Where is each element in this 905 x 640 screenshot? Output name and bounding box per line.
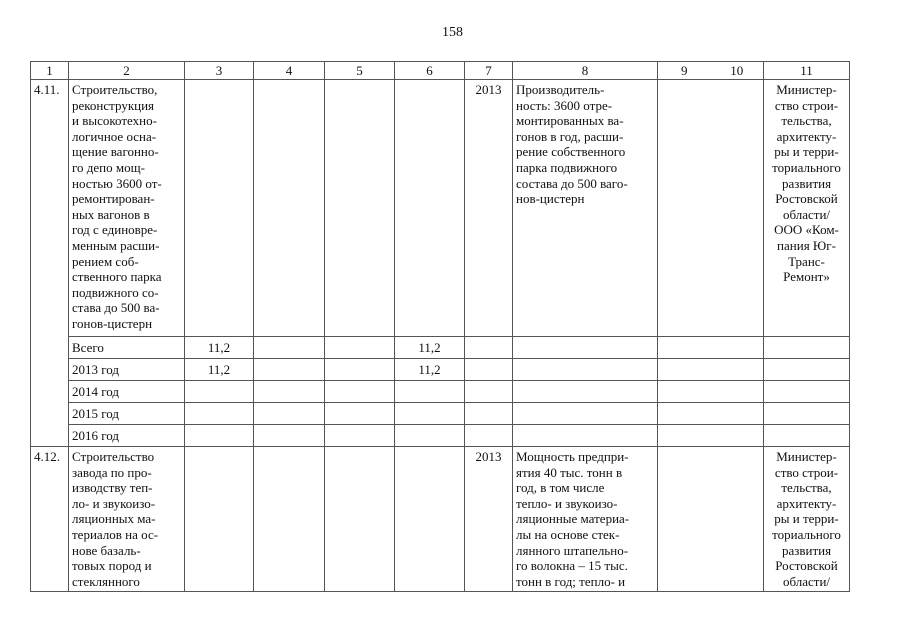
table-cell — [325, 359, 395, 381]
entry-responsible: Министер- ство строи- тельства, архитекту- ры и терри- ториального развития Ростовской области/ — [764, 447, 850, 592]
table-cell — [325, 425, 395, 447]
subrow-value — [185, 381, 254, 403]
table-cell — [513, 359, 658, 381]
subrow-label: Всего — [69, 337, 185, 359]
entry-name: Строительство завода по про- изводству теп- ло- и звукоизо- ляционных ма- териалов на ос- нове базаль- товых пород и стеклянного — [69, 447, 185, 592]
table-cell — [465, 337, 513, 359]
column-header: 4 — [254, 62, 325, 80]
column-header: 7 — [465, 62, 513, 80]
subrow-label: 2016 год — [69, 425, 185, 447]
table-cell — [764, 381, 850, 403]
subrow-value: 11,2 — [395, 359, 465, 381]
column-header: 2 — [69, 62, 185, 80]
table-cell — [185, 80, 254, 337]
table-cell — [658, 425, 764, 447]
table-cell — [513, 337, 658, 359]
table-cell — [325, 381, 395, 403]
entry-number: 4.11. — [31, 80, 69, 447]
table-row — [31, 403, 850, 425]
table-cell — [465, 359, 513, 381]
page-number: 158 — [442, 25, 463, 40]
column-header: 8 — [513, 62, 658, 80]
subrow-value — [185, 403, 254, 425]
entry-year: 2013 — [465, 80, 513, 337]
subrow-value — [395, 403, 465, 425]
column-header: 9 — [658, 62, 711, 80]
table-cell — [764, 337, 850, 359]
table-cell — [325, 80, 395, 337]
table-cell — [658, 381, 764, 403]
column-header: 6 — [395, 62, 465, 80]
subrow-label: 2013 год — [69, 359, 185, 381]
entry-result: Мощность предпри- ятия 40 тыс. тонн в год, в том числе тепло- и звукоизо- ляционные материа- лы на основе стек- лянного штапельно- го волокна – 15 тыс. тонн в год; тепло- и — [513, 447, 658, 592]
table-cell — [254, 359, 325, 381]
table-row — [31, 359, 850, 381]
table-cell — [465, 403, 513, 425]
table-cell — [465, 381, 513, 403]
column-header: 11 — [764, 62, 850, 80]
table-cell — [658, 80, 764, 337]
table-cell — [395, 447, 465, 592]
table-cell — [254, 425, 325, 447]
table-cell — [185, 447, 254, 592]
subrow-label: 2014 год — [69, 381, 185, 403]
table-cell — [254, 337, 325, 359]
table-cell — [513, 381, 658, 403]
table-row — [31, 425, 850, 447]
table-row — [31, 80, 850, 337]
table-row — [31, 381, 850, 403]
table-cell — [465, 425, 513, 447]
column-header: 3 — [185, 62, 254, 80]
column-header: 1 — [31, 62, 69, 80]
table-cell — [764, 425, 850, 447]
column-header: 5 — [325, 62, 395, 80]
table-cell — [254, 381, 325, 403]
table-cell — [395, 80, 465, 337]
subrow-value: 11,2 — [395, 337, 465, 359]
entry-responsible: Министер- ство строи- тельства, архитекту- ры и терри- ториального развития Ростовской области/ ООО «Ком- пания Юг- Транс- Ремонт» — [764, 80, 850, 337]
table-cell — [254, 447, 325, 592]
entry-name: Строительство, реконструкция и высокотехно- логичное осна- щение вагонно- го депо мощ- ностью 3600 от- ремонтирован- ных вагонов в год с единовре- менным расши- рением соб- ственного парка подвижного со- става до 500 ва- гонов-цистерн — [69, 80, 185, 337]
subrow-value: 11,2 — [185, 337, 254, 359]
table-cell — [254, 80, 325, 337]
table-row — [31, 337, 850, 359]
subrow-label: 2015 год — [69, 403, 185, 425]
table-cell — [325, 337, 395, 359]
table-row — [31, 447, 850, 592]
subrow-value — [395, 381, 465, 403]
table-cell — [254, 403, 325, 425]
subrow-value: 11,2 — [185, 359, 254, 381]
column-header: 10 — [711, 62, 764, 80]
table-cell — [658, 447, 764, 592]
entry-number: 4.12. — [31, 447, 69, 592]
table-cell — [764, 359, 850, 381]
table-cell — [658, 359, 764, 381]
table-cell — [325, 403, 395, 425]
subrow-value — [395, 425, 465, 447]
table-cell — [764, 403, 850, 425]
entry-year: 2013 — [465, 447, 513, 592]
table-cell — [658, 337, 764, 359]
table-cell — [513, 403, 658, 425]
subrow-value — [185, 425, 254, 447]
table-cell — [513, 425, 658, 447]
entry-result: Производитель- ность: 3600 отре- монтированных ва- гонов в год, расши- рение собственного парка подвижного состава до 500 ваго- нов-цистерн — [513, 80, 658, 337]
table-cell — [325, 447, 395, 592]
data-table — [30, 61, 850, 592]
table-cell — [658, 403, 764, 425]
column-header-row — [31, 62, 850, 80]
